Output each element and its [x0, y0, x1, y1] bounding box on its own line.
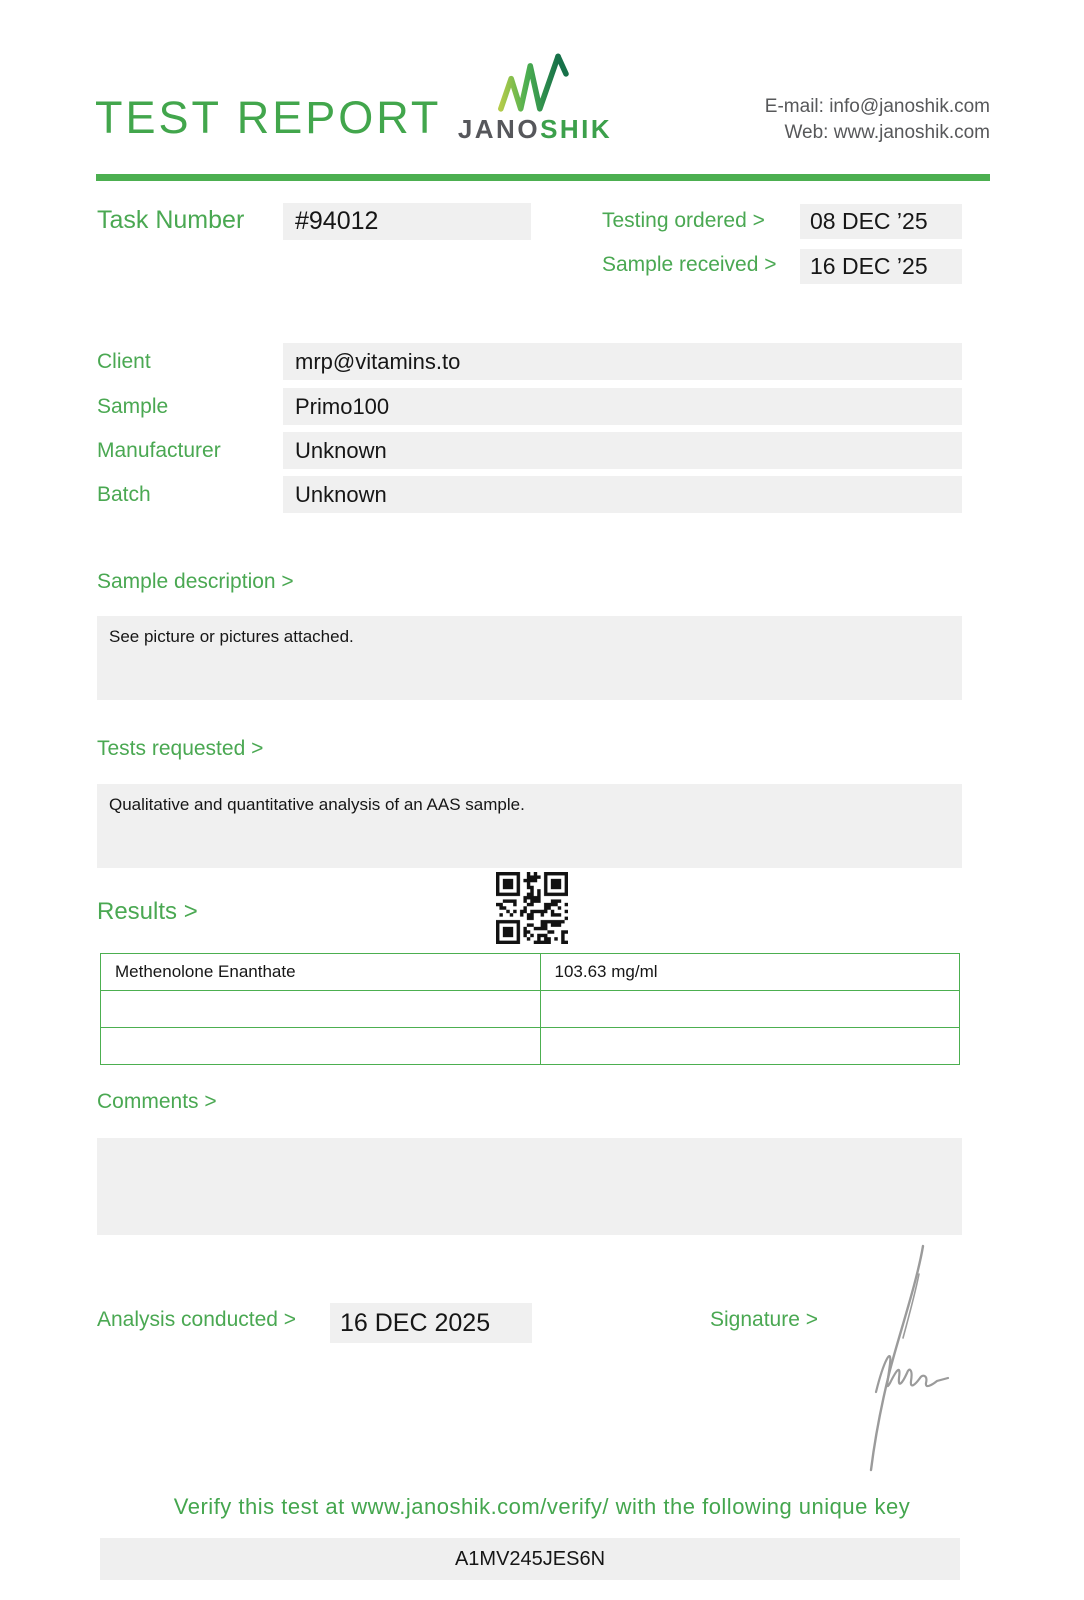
- sample-value: Primo100: [283, 388, 962, 425]
- result-analyte: [101, 1028, 541, 1065]
- result-value: [540, 991, 959, 1028]
- sample-description-text: See picture or pictures attached.: [97, 616, 962, 700]
- brand-name: [450, 114, 620, 145]
- signature-image: [845, 1240, 955, 1475]
- result-value: 103.63 mg/ml: [540, 954, 959, 991]
- results-heading: Results >: [97, 898, 198, 925]
- result-analyte: Methenolone Enanthate: [101, 954, 541, 991]
- testing-ordered-label: Testing ordered >: [602, 209, 765, 232]
- brand-name-left: JANO: [457, 114, 541, 144]
- table-row: [101, 1028, 960, 1065]
- sample-label: Sample: [97, 395, 169, 418]
- verify-instruction: Verify this test at www.janoshik.com/verify/ with the following unique key: [173, 1494, 911, 1519]
- task-number-label: Task Number: [97, 206, 245, 234]
- batch-label: Batch: [97, 483, 151, 506]
- client-label: Client: [97, 350, 151, 373]
- header-divider: [96, 174, 990, 181]
- table-row: [101, 954, 960, 991]
- qr-code-canvas: [496, 872, 568, 944]
- qr-code: [496, 872, 568, 944]
- results-table: [100, 953, 960, 1065]
- analysis-conducted-value: 16 DEC 2025: [330, 1303, 532, 1343]
- contact-info: [765, 94, 990, 146]
- contact-web: Web: www.janoshik.com: [784, 122, 990, 143]
- manufacturer-value: Unknown: [283, 432, 962, 469]
- result-analyte: [101, 991, 541, 1028]
- chart-trend-icon: [487, 50, 583, 112]
- table-row: [101, 991, 960, 1028]
- signature-label: Signature >: [710, 1308, 818, 1331]
- analysis-conducted-label: Analysis conducted >: [97, 1308, 297, 1331]
- tests-requested-heading: Tests requested >: [97, 737, 264, 760]
- unique-key: A1MV245JES6N: [100, 1538, 960, 1580]
- testing-ordered-value: 08 DEC ’25: [800, 204, 962, 239]
- comments-heading: Comments >: [97, 1090, 217, 1113]
- sample-received-value: 16 DEC ’25: [800, 249, 962, 284]
- contact-email: E-mail: info@janoshik.com: [764, 96, 990, 117]
- janoshik-logo: [450, 50, 620, 145]
- batch-value: Unknown: [283, 476, 962, 513]
- client-value: mrp@vitamins.to: [283, 343, 962, 380]
- manufacturer-label: Manufacturer: [97, 439, 221, 462]
- sample-received-label: Sample received >: [602, 253, 777, 276]
- tests-requested-text: Qualitative and quantitative analysis of an AAS sample.: [97, 784, 962, 868]
- page-title: TEST REPORT: [95, 92, 442, 143]
- task-number-value: #94012: [283, 203, 531, 240]
- comments-text: [97, 1138, 962, 1235]
- brand-name-right: SHIK: [540, 114, 613, 144]
- sample-description-heading: Sample description >: [97, 570, 294, 593]
- result-value: [540, 1028, 959, 1065]
